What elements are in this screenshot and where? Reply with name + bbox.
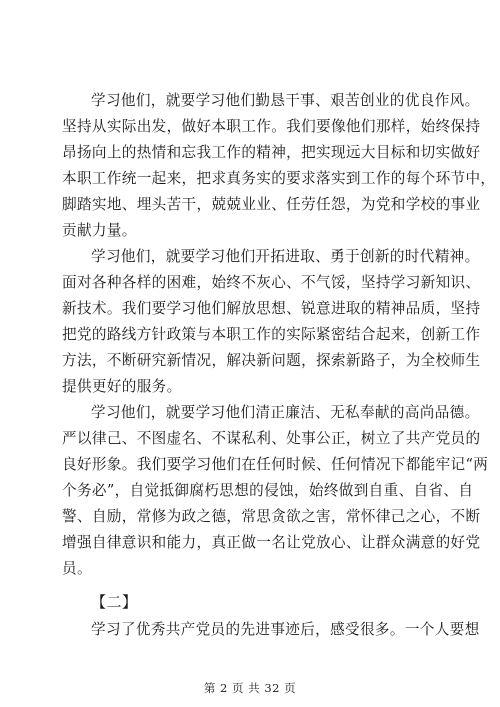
- paragraph-3-line-7: 员。: [62, 560, 92, 577]
- paragraph-3-line-3: 良好形象。我们要学习他们在任何时候、任何情况下都能牢记“两: [62, 456, 489, 473]
- paragraph-2-line-5: 方法，不断研究新情况，解决新问题，探索新路子，为全校师生: [62, 352, 481, 369]
- paragraph-4-line-1: 学习了优秀共产党员的先进事迹后，感受很多。一个人要想: [91, 621, 480, 638]
- paragraph-1-line-3: 昂扬向上的热情和忘我工作的精神，把实现远大目标和切实做好: [62, 144, 481, 161]
- paragraph-2-line-4: 把党的路线方针政策与本职工作的实际紧密结合起来，创新工作: [62, 326, 481, 343]
- paragraph-2-line-3: 新技术。我们要学习他们解放思想、锐意进取的精神品质，坚持: [62, 300, 481, 317]
- paragraph-2-line-6: 提供更好的服务。: [62, 378, 182, 395]
- section-heading: 【二】: [91, 593, 138, 611]
- paragraph-2-line-1: 学习他们，就要学习他们开拓进取、勇于创新的时代精神。: [91, 248, 480, 265]
- paragraph-3-line-6: 增强自律意识和能力，真正做一名让党放心、让群众满意的好党: [62, 534, 481, 551]
- paragraph-1-line-6: 贡献力量。: [62, 222, 137, 239]
- paragraph-3-line-2: 严以律己、不图虚名、不谋私利、处事公正，树立了共产党员的: [62, 430, 481, 447]
- paragraph-3-line-1: 学习他们，就要学习他们清正廉洁、无私奉献的高尚品德。: [91, 404, 480, 421]
- paragraph-1-line-4: 本职工作统一起来，把求真务实的要求落实到工作的每个环节中，: [62, 170, 496, 187]
- paragraph-1-line-1: 学习他们，就要学习他们勤恳干事、艰苦创业的优良作风。: [91, 92, 480, 109]
- page-footer: 第 2 页 共 32 页: [203, 681, 297, 695]
- paragraph-2-line-2: 面对各种各样的困难，始终不灰心、不气馁，坚持学习新知识、: [62, 274, 481, 291]
- paragraph-3-line-4: 个务必”，自觉抵御腐朽思想的侵蚀，始终做到自重、自省、自: [62, 482, 474, 499]
- paragraph-3-line-5: 警、自励，常修为政之德，常思贪欲之害，常怀律己之心，不断: [62, 508, 481, 525]
- paragraph-1-line-5: 脚踏实地、埋头苦干，兢兢业业、任劳任怨，为党和学校的事业: [62, 196, 481, 213]
- paragraph-1-line-2: 坚持从实际出发，做好本职工作。我们要像他们那样，始终保持: [62, 118, 481, 135]
